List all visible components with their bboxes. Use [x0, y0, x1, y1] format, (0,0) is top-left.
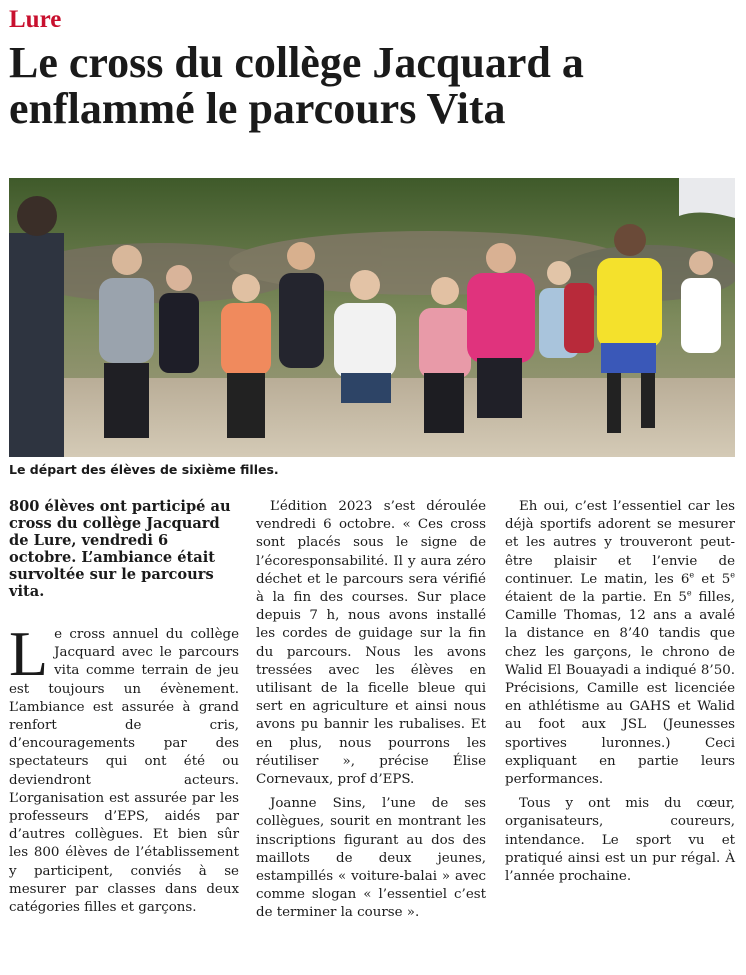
article-photo [9, 178, 735, 457]
ordinal-superscript: e [689, 570, 695, 580]
section-rubric: Lure [9, 6, 62, 33]
article-lead: 800 élèves ont participé au cross du collège Jacquard de Lure, vendredi 6 octobre. L’ambiance était survoltée sur le parcours vita. [9, 498, 231, 600]
article-paragraph-2: L’édition 2023 s’est déroulée vendredi 6 octobre. « Ces cross sont placés sous le signe de l’écoresponsabilité. Il y aura zéro déchet et le parcours sera vérifié à la fin des courses. Sur place depuis 7 h, nous avons installé les cordes de guidage sur la fin du parcours. Nous les avons tressées avec les élèves en utilisant de la ficelle bleue qui sert en agriculture et ainsi nous avons pu bannir les rubalises. Et en plus, nous pourrons les réutiliser », précise Élise Cornevaux, prof d’EPS. [256, 499, 486, 788]
article-paragraph-3: Joanne Sins, l’une de ses collègues, sourit en montrant les inscriptions figurant au dos des maillots de deux jeunes, estampillés « voiture-balai » avec comme slogan « l’essentiel c’est de terminer la course ». [256, 796, 486, 921]
article-paragraph-5: Tous y ont mis du cœur, organisateurs, coureurs, intendance. Le sport vu et pratiqué ainsi est un pur régal. À l’année prochaine. [505, 796, 735, 885]
paragraph-fragment: filles, Camille Thomas, 12 ans a avalé la distance en 8’40 tandis que chez les garçons, le chrono de Walid El Bouayadi a indiqué 8’50. Précisions, Camille est licenciée en athlétisme au GAHS et Walid au foot aux JSL (Jeunesses sportives luronnes.) Ceci expliquant en partie leurs performances. [505, 590, 735, 788]
article-paragraph-4 [505, 498, 735, 789]
article-paragraph-1: Le cross annuel du collège Jacquard avec le parcours vita comme terrain de jeu est toujours un évènement. L’ambiance est assurée à grand renfort de cris, d’encouragements par des spectateurs qui ont été ou deviendront acteurs. L’organisation est assurée par les professeurs d’EPS, aidés par d’autres collègues. Et bien sûr les 800 élèves de l’établissement y participent, conviés à se mesurer par classes dans deux catégories filles et garçons. [9, 618, 239, 916]
article-column-2 [256, 498, 486, 929]
paragraph-fragment: et 5 [694, 571, 731, 587]
ordinal-superscript: e [730, 570, 735, 580]
drop-cap: L [9, 618, 49, 689]
paragraph-fragment: Eh oui, c’est l’essentiel car les déjà sportifs adorent se mesurer et les autres y trouveront peut-être plaisir et l’envie de continuer. Le matin, les 6 [505, 499, 735, 587]
article-column-3 [505, 498, 735, 892]
article-title: Le cross du collège Jacquard a enflammé le parcours Vita [9, 38, 584, 133]
paragraph-fragment: étaient de la partie. En 5 [505, 590, 687, 606]
article-column-1 [9, 498, 239, 923]
ordinal-superscript: e [686, 588, 692, 598]
photo-caption: Le départ des élèves de sixième filles. [9, 462, 279, 477]
